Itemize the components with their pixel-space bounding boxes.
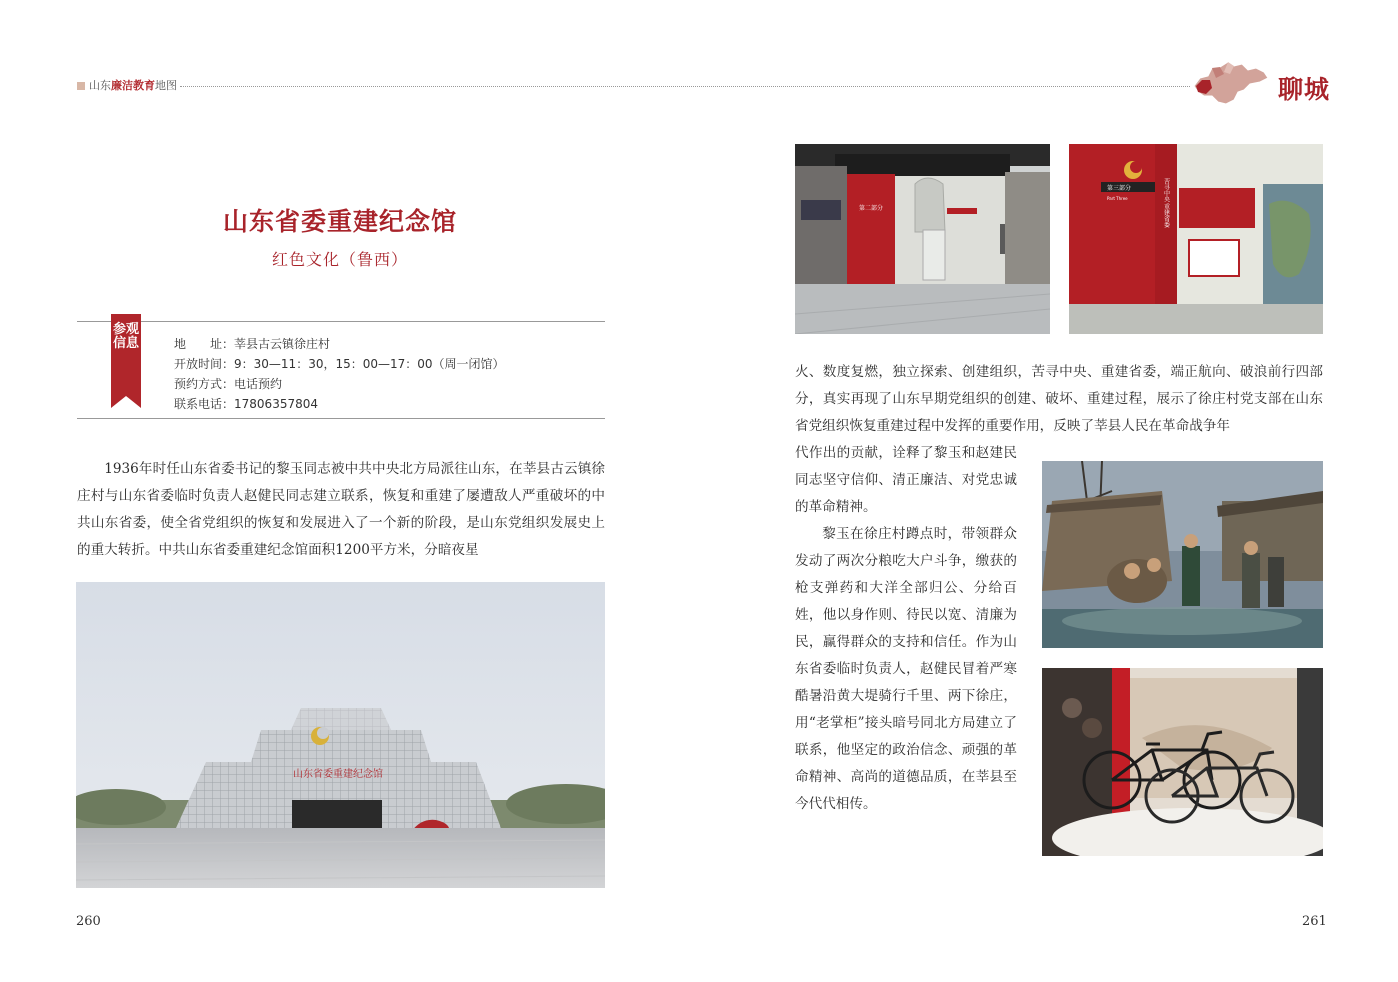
book-title-suffix: 地图 xyxy=(155,79,177,92)
info-bottom-rule xyxy=(77,418,605,419)
city-name: 聊城 xyxy=(1278,75,1331,104)
hours-value: 9：30—11：30，15：00—17：00（周一闭馆） xyxy=(234,357,505,371)
phone-label: 联系电话： xyxy=(174,397,235,411)
exhibit-banner-vertical: 苦寻中央 重建省委 xyxy=(1162,178,1170,228)
hammer-sickle-icon xyxy=(1124,161,1142,179)
visit-info-label: 参观信息 xyxy=(112,322,139,351)
phone-value: 17806357804 xyxy=(234,397,318,411)
exhibit-panel-part3: 第三部分 xyxy=(1107,185,1132,192)
shandong-map-icon xyxy=(1190,58,1270,108)
party-emblem-icon xyxy=(311,727,329,745)
exhibit-hall-photo-2 xyxy=(1069,144,1323,334)
exhibit-panel-part2: 第二部分 xyxy=(858,205,884,212)
address-value: 莘县古云镇徐庄村 xyxy=(234,337,331,351)
building-sign: 山东省委重建纪念馆 xyxy=(293,769,383,780)
info-booking xyxy=(174,375,282,392)
page-subtitle: 红色文化（鲁西） xyxy=(271,250,408,269)
memorial-building-photo xyxy=(76,582,605,888)
book-title-prefix: 山东 xyxy=(89,79,111,92)
column-paragraph-2: 黎玉在徐庄村蹲点时，带领群众发动了两次分粮吃大户斗争，缴获的枪支弹药和大洋全部归公、分给百姓，他以身作则、待民以宽、清廉为民，赢得群众的支持和信任。作为山东省委临时负责人，赵健民冒着严寒酷暑沿黄大堤骑行千里、两下徐庄，用“老掌柜”接头暗号同北方局建立了联系，他坚定的政治信念、顽强的革命精神、高尚的道德品质，在莘县至今代代相传。 xyxy=(795,526,1017,812)
info-top-rule xyxy=(77,321,605,322)
booking-value: 电话预约 xyxy=(234,377,283,391)
book-title-accent: 廉洁教育 xyxy=(111,79,155,92)
header-dotted-rule xyxy=(180,86,1190,87)
hours-label: 开放时间： xyxy=(174,357,235,371)
page-number-right: 261 xyxy=(1302,914,1327,929)
page-number-left: 260 xyxy=(76,914,101,929)
body-paragraph-left: 1936年时任山东省委书记的黎玉同志被中共中央北方局派往山东，在莘县古云镇徐庄村与山东省委临时负责人赵健民同志建立联系，恢复和重建了屡遭敌人严重破坏的中共山东省委，使全省党组织的恢复和发展进入了一个新的阶段，是山东党组织发展史上的重大转折。中共山东省委重建纪念馆面积1200平方米，分暗夜星 xyxy=(77,461,605,558)
info-hours xyxy=(174,355,505,372)
address-label: 地 址： xyxy=(174,337,235,351)
booking-label: 预约方式： xyxy=(174,377,235,391)
info-phone xyxy=(174,395,318,412)
book-title xyxy=(89,79,177,93)
body-paragraph-right: 火、数度复燃，独立探索、创建组织，苦寻中央、重建省委，端正航向、破浪前行四部分，真实再现了山东早期党组织的创建、破坏、重建过程，展示了徐庄村党支部在山东省党组织恢复重建过程中发挥的重要作用，反映了莘县人民在革命战争年 xyxy=(795,364,1323,434)
column-paragraph-1: 代作出的贡献，诠释了黎玉和赵建民同志坚守信仰、清正廉洁、对党忠诚的革命精神。 xyxy=(795,445,1017,515)
bicycle-exhibit-photo xyxy=(1042,668,1323,856)
body-column-right xyxy=(795,440,1017,818)
exhibit-panel-part3-en: Part Three xyxy=(1107,196,1128,201)
info-address xyxy=(174,335,330,352)
page-title: 山东省委重建纪念馆 xyxy=(222,207,457,236)
header-marker xyxy=(77,82,85,90)
exhibit-hall-photo-1 xyxy=(795,144,1050,334)
diorama-photo xyxy=(1042,461,1323,648)
